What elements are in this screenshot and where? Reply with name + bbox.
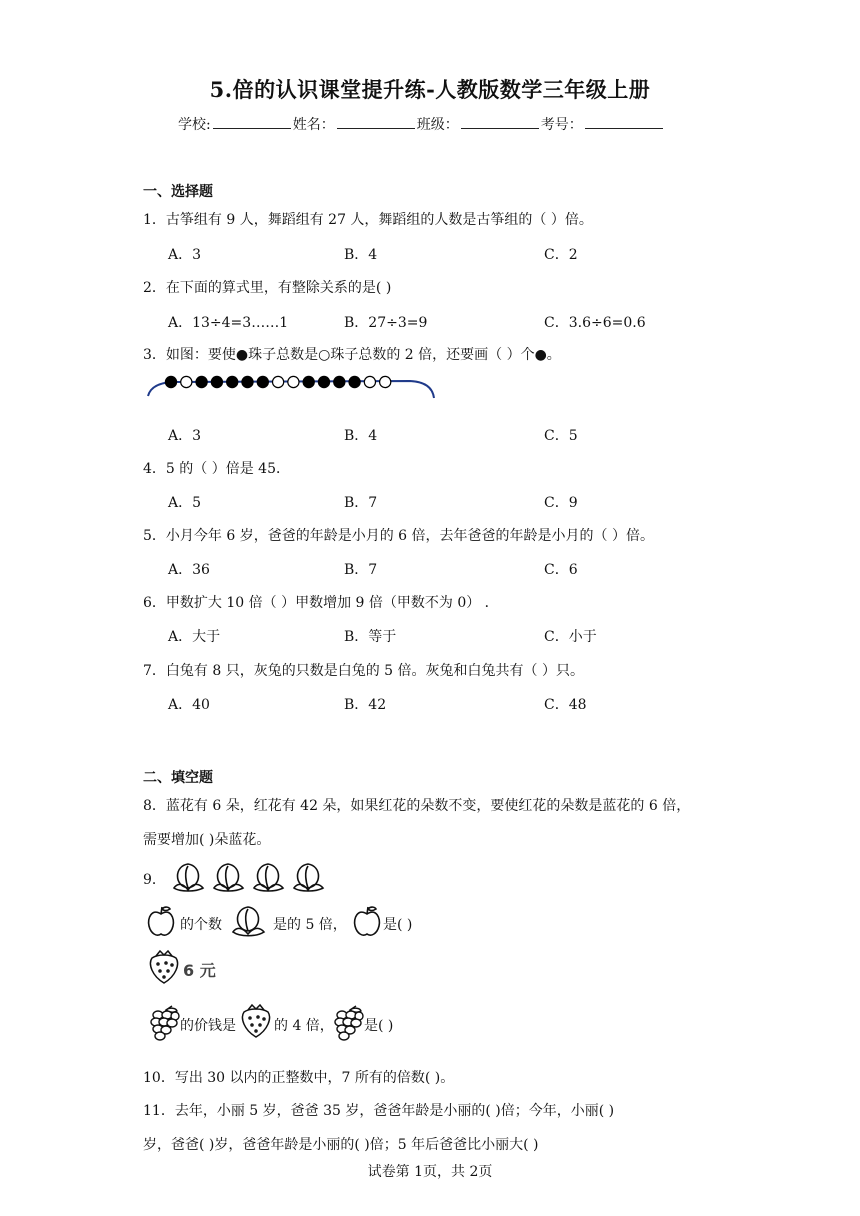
peach-icon (174, 864, 203, 891)
school-label: 学校: (178, 117, 211, 133)
strawberry-icon (146, 948, 182, 986)
name-label: 姓名： (292, 117, 335, 133)
q7-option-a[interactable]: A．40 (168, 697, 210, 713)
q5-option-b[interactable]: B．7 (344, 562, 378, 578)
school-blank[interactable] (213, 114, 291, 129)
q7-option-c[interactable]: C．48 (544, 697, 587, 713)
exam-number-label: 考号： (540, 117, 583, 133)
q5-option-a[interactable]: A．36 (168, 562, 210, 578)
q9-text-1: 的个数 (180, 917, 222, 933)
bead-filled (334, 376, 345, 387)
bead-empty (288, 376, 299, 387)
name-blank[interactable] (337, 114, 415, 129)
bead-filled (165, 376, 176, 387)
q3-option-a[interactable]: A．3 (168, 428, 202, 444)
bead-filled (303, 376, 314, 387)
q9-answer-1[interactable]: 是( ) (383, 917, 413, 933)
question-1: 1．古筝组有 9 人，舞蹈组有 27 人，舞蹈组的人数是古筝组的（ ）倍。 (143, 212, 593, 228)
peach-icon (254, 864, 283, 891)
question-8-line-1: 8．蓝花有 6 朵，红花有 42 朵，如果红花的朵数不变，要使红花的朵数是蓝花的 6 倍， (143, 798, 691, 814)
question-3: 3．如图：要使●珠子总数是○珠子总数的 2 倍，还要画（ ）个●。 (143, 347, 561, 363)
q9-answer-2[interactable]: 是( ) (364, 1018, 394, 1034)
q7-option-b[interactable]: B．42 (344, 697, 387, 713)
section-fill-title: 二、填空题 (143, 770, 213, 786)
q4-option-c[interactable]: C．9 (544, 495, 578, 511)
bead-filled (196, 376, 207, 387)
question-11-line-2: 岁，爸爸( )岁，爸爸年龄是小丽的( )倍；5 年后爸爸比小丽大( ) (143, 1137, 539, 1153)
apple-icon (146, 904, 176, 938)
grape-icon (332, 1004, 364, 1042)
bead-filled (227, 376, 238, 387)
bead-filled (349, 376, 360, 387)
q1-option-c[interactable]: C．2 (544, 247, 578, 263)
page-footer: 试卷第 1页，共 2页 (367, 1164, 493, 1180)
apple-icon (352, 904, 382, 938)
q6-option-c[interactable]: C．小于 (544, 629, 597, 645)
bead-empty (364, 376, 375, 387)
strawberry-icon (238, 1002, 274, 1040)
bead-filled (318, 376, 329, 387)
q2-option-c[interactable]: C．3.6÷6=0.6 (544, 315, 646, 331)
q3-option-b[interactable]: B．4 (344, 428, 378, 444)
bead-filled (242, 376, 253, 387)
beads-figure (140, 368, 440, 408)
section-choice-title: 一、选择题 (143, 184, 213, 200)
q3-option-c[interactable]: C．5 (544, 428, 578, 444)
peach-icon (228, 903, 268, 939)
class-blank[interactable] (461, 114, 539, 129)
question-2: 2．在下面的算式里，有整除关系的是( ) (143, 280, 392, 296)
q9-text-2: 是的 5 倍， (273, 917, 347, 933)
q9-text-4: 的 4 倍， (274, 1018, 334, 1034)
q5-option-c[interactable]: C．6 (544, 562, 578, 578)
q1-option-a[interactable]: A．3 (168, 247, 202, 263)
exam-number-blank[interactable] (585, 114, 663, 129)
bead-empty (273, 376, 284, 387)
question-5: 5．小月今年 6 岁，爸爸的年龄是小月的 6 倍，去年爸爸的年龄是小月的（ ）倍。 (143, 528, 654, 544)
question-9-number: 9． (143, 872, 166, 888)
q4-option-a[interactable]: A．5 (168, 495, 202, 511)
q9-text-3: 的价钱是 (180, 1018, 236, 1034)
q6-option-a[interactable]: A．大于 (168, 629, 221, 645)
q1-option-b[interactable]: B．4 (344, 247, 378, 263)
q4-option-b[interactable]: B．7 (344, 495, 378, 511)
question-7: 7．白兔有 8 只，灰兔的只数是白兔的 5 倍。灰兔和白兔共有（ ）只。 (143, 663, 584, 679)
bead-empty (380, 376, 391, 387)
question-6: 6．甲数扩大 10 倍（ ）甲数增加 9 倍（甲数不为 0） ． (143, 595, 499, 611)
question-10: 10．写出 30 以内的正整数中，7 所有的倍数( )。 (143, 1070, 455, 1086)
page-title: 5.倍的认识课堂提升练-人教版数学三年级上册 (209, 77, 651, 102)
bead-filled (211, 376, 222, 387)
q2-option-a[interactable]: A．13÷4=3……1 (168, 315, 289, 331)
student-info-line (178, 114, 665, 134)
peach-row (170, 858, 335, 894)
question-8-line-2: 需要增加( )朵蓝花。 (143, 832, 271, 848)
peach-icon (214, 864, 243, 891)
question-4: 4．5 的（ ）倍是 45． (143, 461, 290, 477)
peach-icon (294, 864, 323, 891)
grape-icon (148, 1004, 180, 1042)
class-label: 班级： (416, 117, 459, 133)
bead-filled (257, 376, 268, 387)
q2-option-b[interactable]: B．27÷3=9 (344, 315, 428, 331)
q6-option-b[interactable]: B．等于 (344, 629, 397, 645)
strawberry-price: 6 元 (183, 961, 216, 980)
bead-empty (181, 376, 192, 387)
question-11-line-1: 11．去年，小丽 5 岁，爸爸 35 岁，爸爸年龄是小丽的( )倍；今年，小丽( ) (143, 1103, 615, 1119)
